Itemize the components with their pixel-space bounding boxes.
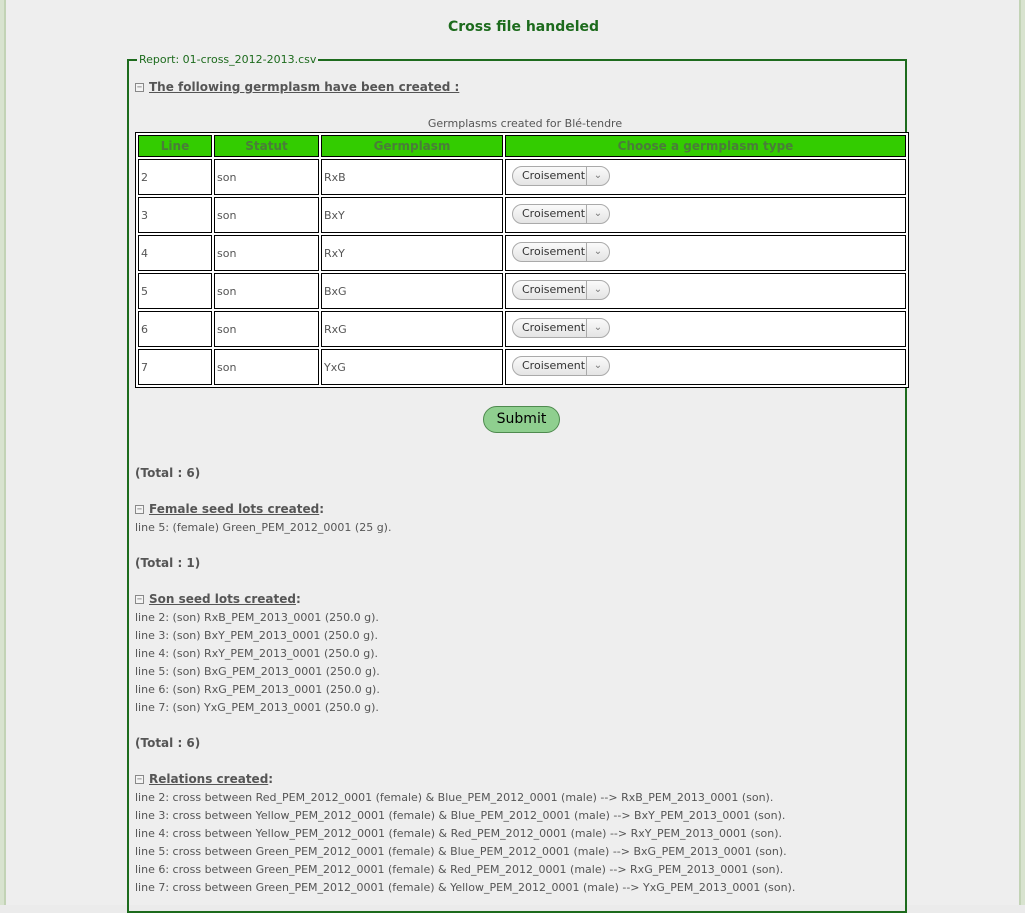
statut-cell: son <box>214 311 319 347</box>
list-item: line 2: (son) RxB_PEM_2013_0001 (250.0 g). <box>135 611 379 624</box>
column-header-line: Line <box>138 135 212 157</box>
germplasm-type-value: Croisement <box>522 244 586 258</box>
page-title: Cross file handeled <box>447 19 600 35</box>
female-lines <box>135 519 391 537</box>
line-cell: 2 <box>138 159 212 195</box>
female-section-heading: Female seed lots created <box>149 502 320 516</box>
relations-section-colon: : <box>268 772 274 786</box>
female-total: (Total : 1) <box>135 556 201 570</box>
column-header-type: Choose a germplasm type <box>505 135 906 157</box>
line-cell: 4 <box>138 235 212 271</box>
submit-button[interactable]: Submit <box>483 406 560 433</box>
statut-cell: son <box>214 159 319 195</box>
chevron-down-icon[interactable]: ⌄ <box>586 357 609 375</box>
collapse-toggle-icon[interactable]: − <box>136 83 143 91</box>
statut-cell: son <box>214 349 319 385</box>
table-row <box>138 159 906 195</box>
collapse-toggle-icon[interactable]: − <box>136 505 143 513</box>
list-item: line 6: (son) RxG_PEM_2013_0001 (250.0 g). <box>135 683 380 696</box>
son-total: (Total : 6) <box>135 736 201 750</box>
column-header-statut: Statut <box>214 135 319 157</box>
page-frame-right <box>1019 0 1025 905</box>
relations-section-header[interactable] <box>135 772 273 786</box>
list-item: line 3: cross between Yellow_PEM_2012_0001 (female) & Blue_PEM_2012_0001 (male) --> BxY_PEM_2013_0001 (son). <box>135 809 786 822</box>
son-section-header[interactable] <box>135 592 301 606</box>
type-cell <box>505 159 906 195</box>
relations-section-heading: Relations created <box>149 772 269 786</box>
germplasm-cell: YxG <box>321 349 503 385</box>
germplasm-type-select[interactable] <box>512 356 610 376</box>
germplasm-section-header[interactable] <box>135 80 459 94</box>
statut-cell: son <box>214 197 319 233</box>
germplasm-cell: RxG <box>321 311 503 347</box>
germplasm-type-value: Croisement <box>522 282 586 296</box>
type-cell <box>505 235 906 271</box>
column-header-germplasm: Germplasm <box>321 135 503 157</box>
germplasm-type-select[interactable] <box>512 318 610 338</box>
germplasm-type-value: Croisement <box>522 320 586 334</box>
page <box>6 0 1019 905</box>
list-item: line 5: (son) BxG_PEM_2013_0001 (250.0 g). <box>135 665 380 678</box>
germplasm-type-select[interactable] <box>512 204 610 224</box>
list-item: line 5: (female) Green_PEM_2012_0001 (25 g). <box>135 521 392 534</box>
table-row <box>138 273 906 309</box>
collapse-toggle-icon[interactable]: − <box>136 775 143 783</box>
table-row <box>138 235 906 271</box>
germplasm-cell: RxB <box>321 159 503 195</box>
germplasm-total: (Total : 6) <box>135 466 201 480</box>
son-lines <box>135 609 380 717</box>
son-section-colon: : <box>295 592 301 606</box>
germplasm-type-select[interactable] <box>512 242 610 262</box>
female-section-colon: : <box>319 502 325 516</box>
type-cell <box>505 273 906 309</box>
line-cell: 3 <box>138 197 212 233</box>
table-row <box>138 197 906 233</box>
table-row <box>138 349 906 385</box>
statut-cell: son <box>214 235 319 271</box>
line-cell: 5 <box>138 273 212 309</box>
list-item: line 7: cross between Green_PEM_2012_0001 (female) & Yellow_PEM_2012_0001 (male) --> YxG_PEM_2013_0001 (son). <box>135 881 796 894</box>
germplasm-cell: RxY <box>321 235 503 271</box>
germplasm-type-value: Croisement <box>522 358 586 372</box>
germplasm-table-caption: Germplasms created for Blé-tendre <box>427 117 623 130</box>
table-row <box>138 311 906 347</box>
line-cell: 7 <box>138 349 212 385</box>
germplasm-table <box>135 132 909 388</box>
list-item: line 4: (son) RxY_PEM_2013_0001 (250.0 g). <box>135 647 379 660</box>
chevron-down-icon[interactable]: ⌄ <box>586 243 609 261</box>
germplasm-type-value: Croisement <box>522 206 586 220</box>
report-legend: Report: 01-cross_2012-2013.csv <box>139 53 317 66</box>
type-cell <box>505 197 906 233</box>
list-item: line 7: (son) YxG_PEM_2013_0001 (250.0 g). <box>135 701 379 714</box>
collapse-toggle-icon[interactable]: − <box>136 595 143 603</box>
chevron-down-icon[interactable]: ⌄ <box>586 319 609 337</box>
list-item: line 3: (son) BxY_PEM_2013_0001 (250.0 g). <box>135 629 378 642</box>
list-item: line 4: cross between Yellow_PEM_2012_0001 (female) & Red_PEM_2012_0001 (male) --> RxY_PEM_2013_0001 (son). <box>135 827 783 840</box>
germplasm-type-select[interactable] <box>512 166 610 186</box>
germplasm-type-value: Croisement <box>522 168 586 182</box>
chevron-down-icon[interactable]: ⌄ <box>586 205 609 223</box>
chevron-down-icon[interactable]: ⌄ <box>586 281 609 299</box>
list-item: line 6: cross between Green_PEM_2012_0001 (female) & Red_PEM_2012_0001 (male) --> RxG_PEM_2013_0001 (son). <box>135 863 784 876</box>
chevron-down-icon[interactable]: ⌄ <box>586 167 609 185</box>
report-fieldset <box>127 53 907 913</box>
type-cell <box>505 349 906 385</box>
list-item: line 2: cross between Red_PEM_2012_0001 (female) & Blue_PEM_2012_0001 (male) --> RxB_PEM_2013_0001 (son). <box>135 791 774 804</box>
germplasm-cell: BxY <box>321 197 503 233</box>
germplasm-section-heading: The following germplasm have been created : <box>149 80 460 94</box>
list-item: line 5: cross between Green_PEM_2012_0001 (female) & Blue_PEM_2012_0001 (male) --> BxG_PEM_2013_0001 (son). <box>135 845 787 858</box>
son-section-heading: Son seed lots created <box>149 592 296 606</box>
line-cell: 6 <box>138 311 212 347</box>
female-section-header[interactable] <box>135 502 324 516</box>
germplasm-cell: BxG <box>321 273 503 309</box>
table-header-row <box>138 135 906 157</box>
relations-lines <box>135 789 795 897</box>
statut-cell: son <box>214 273 319 309</box>
type-cell <box>505 311 906 347</box>
germplasm-type-select[interactable] <box>512 280 610 300</box>
